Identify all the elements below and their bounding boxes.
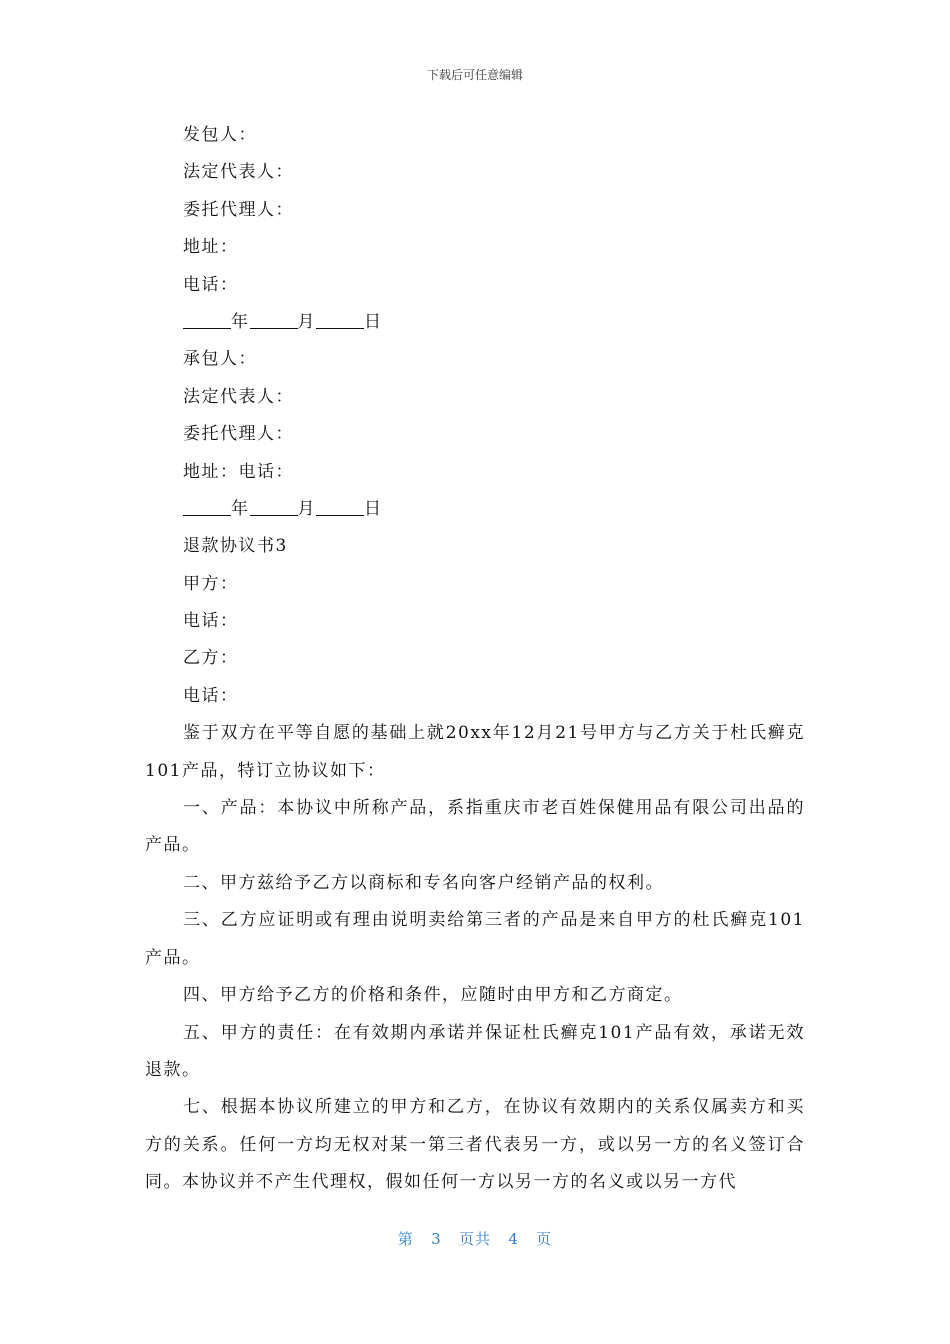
blank-line (250, 497, 298, 516)
paragraph-clause-4: 四、甲方给予乙方的价格和条件，应随时由甲方和乙方商定。 (183, 985, 683, 1006)
month-label: 月 (297, 498, 316, 519)
legal-rep-label: 法定代表人： (183, 386, 294, 407)
party-a-label: 发包人： (183, 125, 257, 145)
phone-label: 电话： (183, 274, 239, 295)
footer-current-page: 3 (431, 1230, 442, 1248)
party-jia-label: 甲方： (183, 573, 239, 594)
party-b-label: 承包人： (183, 349, 257, 370)
agent-label: 委托代理人： (183, 199, 294, 220)
legal-rep-label: 法定代表人： (183, 162, 294, 183)
paragraph-clause-5: 五、甲方的责任：在有效期内承诺并保证杜氏癣克101产品有效，承诺无效退款。 (145, 1022, 805, 1080)
agent-label: 委托代理人： (183, 424, 294, 445)
paragraph-clause-7: 七、根据本协议所建立的甲方和乙方，在协议有效期内的关系仅属卖方和买方的关系。任何一方均无权对某一第三者代表另一方，或以另一方的名义签订合同。本协议并不产生代理权，假如任何一方以另一方的名义或以另一方代 (145, 1097, 805, 1193)
party-yi-label: 乙方： (183, 648, 239, 669)
phone-label: 电话： (183, 685, 239, 706)
phone-label: 电话： (183, 611, 239, 632)
footer-suffix: 页 (536, 1230, 553, 1248)
blank-line (183, 310, 231, 329)
blank-line (316, 497, 364, 516)
date-line (145, 304, 805, 341)
date-line (145, 491, 805, 528)
page-header: 下载后可任意编辑 (426, 68, 523, 82)
year-label: 年 (231, 311, 250, 332)
document-body (145, 117, 805, 1202)
day-label: 日 (364, 311, 383, 332)
blank-line (316, 310, 364, 329)
day-label: 日 (364, 498, 383, 519)
footer-prefix: 第 (397, 1230, 414, 1248)
paragraph-clause-1: 一、产品：本协议中所称产品，系指重庆市老百姓保健用品有限公司出品的产品。 (145, 798, 805, 856)
blank-line (250, 310, 298, 329)
year-label: 年 (231, 498, 250, 519)
paragraph-clause-3: 三、乙方应证明或有理由说明卖给第三者的产品是来自甲方的杜氏癣克101产品。 (145, 910, 805, 968)
paragraph-preamble: 鉴于双方在平等自愿的基础上就20xx年12月21号甲方与乙方关于杜氏癣克101产品，特订立协议如下： (145, 723, 805, 781)
footer-total-pages: 4 (508, 1230, 519, 1248)
address-label: 地址： (183, 237, 239, 258)
month-label: 月 (297, 311, 316, 332)
paragraph-clause-2: 二、甲方兹给予乙方以商标和专名向客户经销产品的权利。 (183, 872, 664, 893)
address-phone-label: 地址：电话： (183, 461, 294, 482)
page-footer (0, 1228, 950, 1249)
blank-line (183, 497, 231, 516)
footer-middle: 页共 (458, 1230, 491, 1248)
section-title: 退款协议书3 (183, 536, 288, 557)
